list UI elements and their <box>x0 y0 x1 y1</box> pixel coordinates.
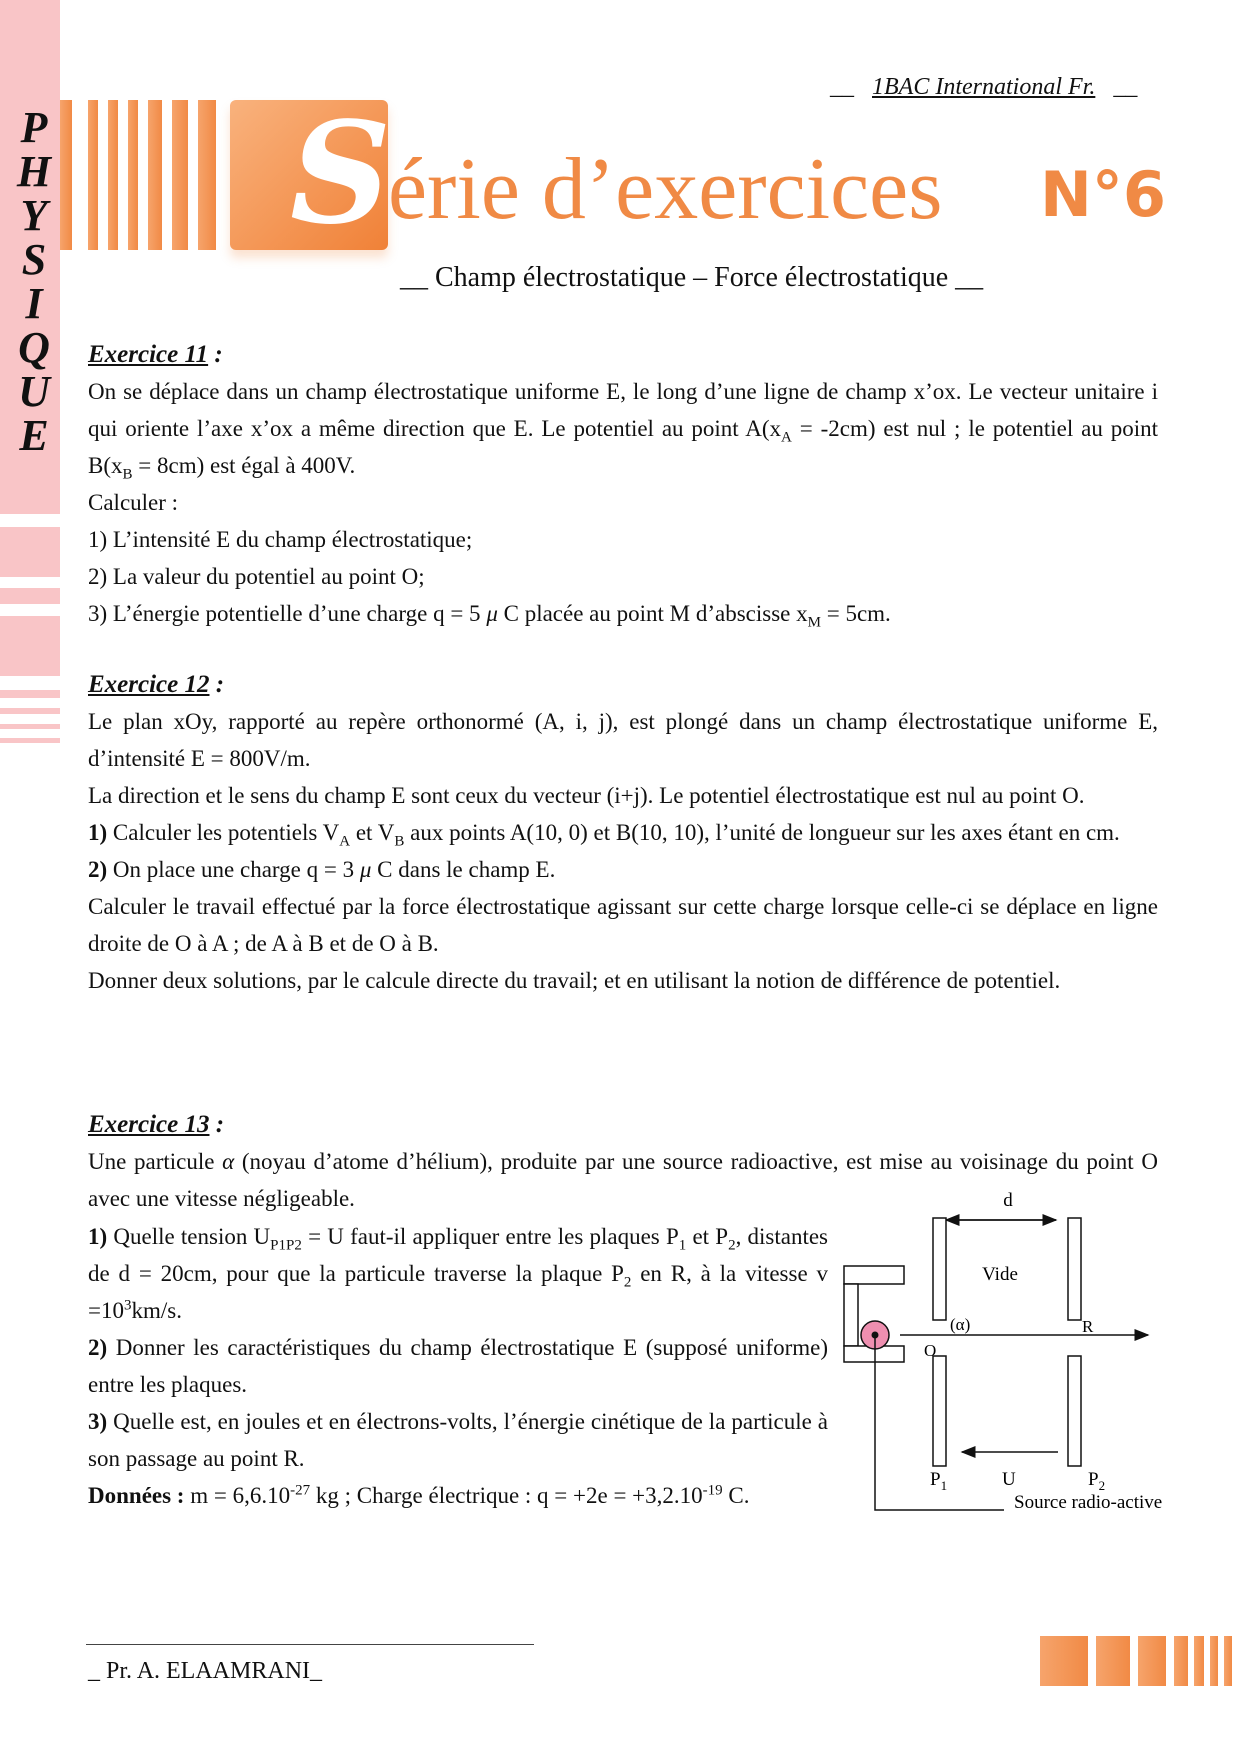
exercise-title <box>88 336 1158 373</box>
exercise-question: 2) Donner les caractéristiques du champ électrostatique E (supposé uniforme) entre les plaques. <box>88 1335 828 1397</box>
sidebar-letter: I <box>25 279 43 328</box>
exercise-paragraph: Une particule α (noyau d’atome d’hélium), produite par une source radioactive, est mise au voisinage du point O avec une vitesse négligeable. <box>88 1149 1158 1211</box>
exercise-12 <box>88 666 1158 999</box>
footer-rule <box>86 1644 534 1645</box>
sidebar-stripe <box>0 738 60 743</box>
plate-p2-upper <box>1068 1218 1081 1320</box>
exercise-title <box>88 1106 1158 1143</box>
title-initial: S <box>290 92 392 256</box>
footer-decor-bar <box>1174 1636 1188 1686</box>
plate-p2-label: $P_2$ <box>1088 1469 1106 1493</box>
page-subtitle: __ Champ électrostatique – Force électrostatique __ <box>400 262 984 293</box>
footer-decor-bar <box>1210 1636 1218 1686</box>
course-name: 1BAC International Fr. <box>872 74 1096 100</box>
exercise-question: 3) L’énergie potentielle d’une charge q = 5 μ C placée au point M d’abscisse $x_M = 5cm$. <box>88 601 891 631</box>
sidebar-stripe <box>0 616 60 676</box>
header-decor-bar <box>172 100 188 250</box>
sidebar-letter: H <box>16 147 52 196</box>
sidebar-stripe <box>0 724 60 729</box>
source-holder-side <box>844 1284 858 1346</box>
voltage-label: U <box>1002 1469 1016 1490</box>
exercise-question: 2) On place une charge q = 3 μ C dans le champ E. <box>88 857 556 882</box>
exercise-paragraph: Le plan xOy, rapporté au repère orthonormé (A, i, j), est plongé dans un champ électrostatique uniforme E, d’intensité E = 800V/m. <box>88 709 1158 771</box>
course-label <box>830 74 1137 101</box>
footer-author: _ Pr. A. ELAAMRANI_ <box>88 1658 323 1684</box>
exercise-title-colon: : <box>214 341 223 368</box>
source-holder-top <box>844 1266 904 1284</box>
exercise-paragraph: On se déplace dans un champ électrostatique uniforme E, le long d’une ligne de champ x’ox. Le vecteur unitaire i qui oriente l’axe x’ox a même direction que E. Le potentiel au point $A(x_A = -2cm)$ est nul ; le potentiel au point $B(x_B = 8cm)$ est égal à 400V. <box>88 379 1158 483</box>
exercise-title-text: Exercice 13 <box>88 1111 210 1138</box>
plates-diagram <box>838 1180 1190 1520</box>
plate-p2-lower <box>1068 1356 1081 1466</box>
exercise-question: 1) Calculer les potentiels $V_A$ et $V_B$ aux points A(10, 0) et B(10, 10), l’unité de longueur sur les axes étant en cm. <box>88 820 1120 850</box>
sidebar-letter: U <box>18 367 50 416</box>
sidebar-letter: P <box>20 103 48 152</box>
sidebar-stripe <box>0 527 60 577</box>
source-label: Source radio-active <box>1014 1492 1163 1513</box>
vacuum-label: Vide <box>982 1264 1018 1285</box>
exercise-question: 1) L’intensité E du champ électrostatique; <box>88 527 473 552</box>
page-title: érie d’exercices <box>388 141 943 238</box>
footer-decor-bar <box>1138 1636 1166 1686</box>
exercise-data: Données : $m = 6,6.10^{-27}$ kg ; Charge électrique : $q = +2e = +3,2.10^{-19}$ C. <box>88 1482 750 1508</box>
exercise-paragraph: Calculer le travail effectué par la force électrostatique agissant sur cette charge lorsque celle-ci se déplace en ligne droite de O à A ; de A à B et de O à B. <box>88 894 1158 956</box>
sidebar-letter: Q <box>18 323 50 372</box>
exercise-paragraph: Calculer : <box>88 490 179 515</box>
exercise-question: 2) La valeur du potentiel au point O; <box>88 564 425 589</box>
exercise-11 <box>88 336 1158 632</box>
sidebar-stripe <box>0 708 60 714</box>
point-r-label: R <box>1082 1317 1094 1336</box>
sidebar-letter: Y <box>20 191 48 240</box>
exercise-title-colon: : <box>215 671 225 698</box>
exercise-title-text: Exercice 11 <box>88 341 209 368</box>
alpha-label: (α) <box>950 1315 971 1334</box>
exercise-title-text: Exercice 12 <box>88 671 210 698</box>
sidebar-letter: E <box>19 411 49 460</box>
header-decor-bar <box>148 100 162 250</box>
exercise-13-questions <box>88 1218 828 1514</box>
footer-decor-bar <box>1040 1636 1088 1686</box>
distance-label: d <box>1003 1190 1013 1211</box>
exercise-paragraph: Donner deux solutions, par le calcule directe du travail; et en utilisant la notion de différence de potentiel. <box>88 968 1061 993</box>
course-dash-left: __ <box>830 74 854 100</box>
header-decor-bar <box>198 100 216 250</box>
exercise-question: 1) Quelle tension $U_{P1P2} = U$ faut-il appliquer entre les plaques $P_1$ et $P_2$, distantes de d = 20cm, pour que la particule traverse la plaque $P_2$ en R, à la vitesse $v =10^3km/s$. <box>88 1224 829 1323</box>
header-decor-bar <box>88 100 98 250</box>
plate-p1-upper <box>933 1218 946 1320</box>
header-decor-bar <box>128 100 138 250</box>
footer-decor-bar <box>1224 1636 1232 1686</box>
sidebar-subject <box>14 103 54 460</box>
header-decor-bar <box>60 100 72 250</box>
sidebar-stripe <box>0 588 60 604</box>
footer-decor-bar <box>1096 1636 1130 1686</box>
header-decor-bar <box>108 100 118 250</box>
plate-p1-label: $P_1$ <box>930 1469 948 1493</box>
footer-decor-bar <box>1194 1636 1204 1686</box>
sidebar-stripe <box>0 690 60 698</box>
series-number: N°6 <box>1040 158 1167 231</box>
exercise-question: 3) Quelle est, en joules et en électrons-volts, l’énergie cinétique de la particule à son passage au point R. <box>88 1409 828 1471</box>
course-dash-right: __ <box>1113 74 1138 100</box>
exercise-paragraph: La direction et le sens du champ E sont ceux du vecteur (i+j). Le potentiel électrostatique est nul au point O. <box>88 783 1085 808</box>
plate-p1-lower <box>933 1356 946 1466</box>
point-o-label: O <box>924 1341 937 1360</box>
exercise-title <box>88 666 1158 703</box>
sidebar-letter: S <box>21 235 47 284</box>
exercise-title-colon: : <box>215 1111 225 1138</box>
